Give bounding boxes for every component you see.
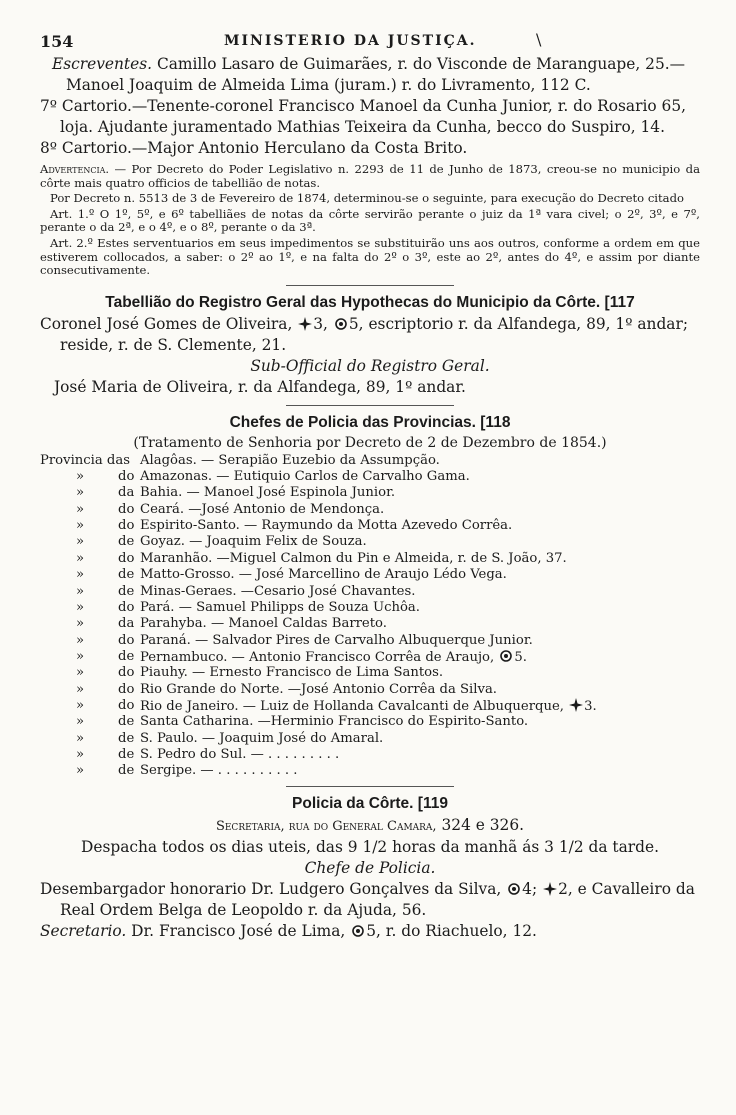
province-text: Rio Grande do Norte. —José Antonio Corrêa da Silva. xyxy=(140,681,497,697)
advertencia-p4: Art. 2.º Estes serventuarios em seus impedimentos se substituirão uns aos outros, conforme a ordem em que estiverem collocados, a saber: o 2º ao 1º, e na falta do 2º o 3º, este ao 2º, antes do 4º, e assim por diante consecutivamente. xyxy=(40,235,700,278)
province-entry xyxy=(140,518,512,534)
policia-hours: Despacha todos os dias uteis, das 9 1/2 horas da manhã ás 3 1/2 da tarde. xyxy=(81,837,659,856)
running-title: MINISTERIO DA JUSTIÇA. xyxy=(224,33,477,49)
province-preposition: do xyxy=(118,469,135,485)
ditto-mark: » xyxy=(76,714,85,730)
provinces-list xyxy=(40,453,700,780)
advertencia-label: Advertencia. xyxy=(40,162,110,176)
rose-icon xyxy=(334,317,348,331)
province-text: Sergipe. — . . . . . . . . . . xyxy=(140,763,298,779)
ditto-mark: » xyxy=(76,469,85,485)
header-mark: \ xyxy=(536,30,542,49)
policia-heading-text: Policia da Côrte. xyxy=(292,794,414,812)
ditto-mark: » xyxy=(76,746,85,762)
province-entry xyxy=(140,682,497,698)
province-entry xyxy=(140,534,367,550)
cartorio-8-entry xyxy=(40,138,700,159)
province-entry xyxy=(140,649,527,666)
sub-official-heading: Sub-Official do Registro Geral. xyxy=(250,356,490,375)
hypothecas-number: [117 xyxy=(604,293,635,311)
ditto-mark: » xyxy=(76,632,85,648)
province-text: Parahyba. — Manoel Caldas Barreto. xyxy=(140,616,387,632)
secretario-name: Dr. Francisco José de Lima, xyxy=(131,921,346,940)
province-preposition: do xyxy=(118,665,135,681)
province-text: Piauhy. — Ernesto Francisco de Lima Santos. xyxy=(140,665,444,681)
province-preposition: de xyxy=(118,583,135,599)
cartorio-8-text: —Major Antonio Herculano da Costa Brito. xyxy=(131,139,468,157)
province-preposition: da xyxy=(118,485,135,501)
province-preposition: do xyxy=(118,599,135,615)
province-preposition: do xyxy=(118,501,135,517)
chefes-heading-text: Chefes de Policia das Provincias. xyxy=(229,413,476,431)
province-suffix: 5. xyxy=(514,649,527,665)
province-entry xyxy=(140,584,415,600)
cross-icon xyxy=(298,317,312,331)
province-row xyxy=(40,616,700,632)
page-number: 154 xyxy=(40,32,74,51)
province-row xyxy=(40,534,700,550)
policia-address xyxy=(40,815,700,837)
divider xyxy=(286,405,454,406)
province-preposition: de xyxy=(118,648,135,664)
hypothecas-entry-name: Coronel José Gomes de Oliveira, xyxy=(40,314,293,333)
province-entry xyxy=(140,747,339,763)
province-text: Espirito-Santo. — Raymundo da Motta Azevedo Corrêa. xyxy=(140,518,513,534)
province-suffix: 3. xyxy=(584,698,597,714)
divider xyxy=(286,285,454,286)
escreventes-label: Escreventes. xyxy=(52,55,153,73)
province-entry xyxy=(140,763,297,779)
province-prefix: Provincia das xyxy=(40,452,131,468)
ditto-mark: » xyxy=(76,697,85,713)
province-entry xyxy=(140,551,567,567)
chefe-heading: Chefe de Policia. xyxy=(304,858,436,877)
hypothecas-entry-n1: 3, xyxy=(313,314,328,333)
province-preposition: do xyxy=(118,697,135,713)
hypothecas-entry-n2: 5, xyxy=(348,314,364,333)
page-header xyxy=(40,30,700,54)
province-text: Alagôas. — Serapião Euzebio da Assumpção. xyxy=(140,452,440,468)
province-text: Bahia. — Manoel José Espinola Junior. xyxy=(140,485,396,501)
province-preposition: de xyxy=(118,714,135,730)
province-entry xyxy=(140,731,383,747)
divider xyxy=(286,786,454,787)
province-row xyxy=(40,453,700,469)
ditto-mark: » xyxy=(76,518,85,534)
province-text: Goyaz. — Joaquim Felix de Souza. xyxy=(140,534,367,550)
advertencia-p3: Art. 1.º O 1º, 5º, e 6º tabelliães de notas da côrte servirão perante o juiz da 1ª vara civel; o 2º, 3º, e 7º, perante o da 2ª, e o 4º, e o 8º, perante o da 3ª. xyxy=(40,206,700,235)
province-preposition: do xyxy=(118,632,135,648)
province-row xyxy=(40,747,700,763)
province-text: Maranhão. —Miguel Calmon du Pin e Almeida, r. de S. João, 37. xyxy=(140,550,567,566)
province-text: Ceará. —José Antonio de Mendonça. xyxy=(140,501,385,517)
chefe-n2: 2, e Cavalleiro da Real Ordem Belga de Leopoldo r. da Ajuda, 56. xyxy=(60,879,695,919)
province-row xyxy=(40,551,700,567)
province-row xyxy=(40,518,700,534)
province-entry xyxy=(140,453,440,469)
ditto-mark: » xyxy=(76,599,85,615)
province-preposition: de xyxy=(118,534,135,550)
province-row xyxy=(40,649,700,665)
province-entry xyxy=(140,469,470,485)
province-entry xyxy=(140,600,420,616)
province-row xyxy=(40,600,700,616)
ditto-mark: » xyxy=(76,550,85,566)
rose-icon xyxy=(507,882,521,896)
hypothecas-heading-text: Tabellião do Registro Geral das Hypothecas do Municipio da Côrte. xyxy=(105,293,601,311)
province-preposition: de xyxy=(118,763,135,779)
document-page xyxy=(40,30,700,942)
rose-icon xyxy=(351,924,365,938)
province-text: Paraná. — Salvador Pires de Carvalho Albuquerque Junior. xyxy=(140,632,533,648)
advertencia-text-1: — Por Decreto do Poder Legislativo n. 2293 de 11 de Junho de 1873, creou-se no municipio da côrte mais quatro officios de tabellião de notas. xyxy=(40,162,700,190)
province-text: Pará. — Samuel Philipps de Souza Uchôa. xyxy=(140,599,420,615)
hypothecas-entry-address: escriptorio r. da Alfandega, 89, 1º andar; reside, r. de S. Clemente, 21. xyxy=(60,314,689,354)
cross-icon xyxy=(543,882,557,896)
secretario-label: Secretario. xyxy=(40,921,127,940)
province-entry xyxy=(140,616,387,632)
ditto-mark: » xyxy=(76,501,85,517)
secretario-entry xyxy=(40,921,700,942)
province-text: Minas-Geraes. —Cesario José Chavantes. xyxy=(140,583,416,599)
chefe-n1: 4; xyxy=(522,879,538,898)
province-text: S. Paulo. — Joaquim José do Amaral. xyxy=(140,730,384,746)
escreventes-text: Camillo Lasaro de Guimarães, r. do Visconde de Maranguape, 25.—Manoel Joaquim de Almeida Lima (juram.) r. do Livramento, 112 C. xyxy=(66,55,686,94)
ditto-mark: » xyxy=(76,730,85,746)
secretario-address: 5, r. do Riachuelo, 12. xyxy=(366,921,537,940)
ditto-mark: » xyxy=(76,648,85,664)
province-entry xyxy=(140,633,533,649)
escreventes-entry xyxy=(40,54,700,96)
cartorio-7-label: 7º Cartorio. xyxy=(40,97,132,115)
chefe-entry xyxy=(40,879,700,921)
rose-icon xyxy=(499,649,513,663)
province-row xyxy=(40,763,700,779)
chefe-name: Desembargador honorario Dr. Ludgero Gonçalves da Silva, xyxy=(40,879,502,898)
policia-address-numbers: 324 e 326. xyxy=(441,815,525,834)
cartorio-8-label: 8º Cartorio. xyxy=(40,139,132,157)
chefes-subtitle: (Tratamento de Senhoria por Decreto de 2 de Dezembro de 1854.) xyxy=(133,434,607,451)
ditto-mark: » xyxy=(76,763,85,779)
province-text: Rio de Janeiro. — Luiz de Hollanda Cavalcanti de Albuquerque, xyxy=(140,698,564,714)
advertencia-p2: Por Decreto n. 5513 de 3 de Fevereiro de 1874, determinou-se o seguinte, para execução do Decreto citado xyxy=(50,191,684,206)
province-row xyxy=(40,469,700,485)
cartorio-7-text: —Tenente-coronel Francisco Manoel da Cunha Junior, r. do Rosario 65, loja. Ajudante juramentado Mathias Teixeira da Cunha, becco do Suspiro, 14. xyxy=(60,97,687,136)
policia-heading xyxy=(40,793,700,815)
province-preposition: da xyxy=(118,616,135,632)
province-text: Amazonas. — Eutiquio Carlos de Carvalho Gama. xyxy=(140,469,470,485)
province-row xyxy=(40,698,700,714)
chefes-heading xyxy=(40,412,700,434)
province-row xyxy=(40,731,700,747)
hypothecas-entry xyxy=(40,314,700,356)
policia-address-label: Secretaria, rua do General Camara, xyxy=(215,818,437,834)
ditto-mark: » xyxy=(76,616,85,632)
province-preposition: do xyxy=(118,681,135,697)
province-text: Santa Catharina. —Herminio Francisco do Espirito-Santo. xyxy=(140,714,529,730)
province-text: Pernambuco. — Antonio Francisco Corrêa de Araujo, xyxy=(140,649,495,665)
province-row xyxy=(40,567,700,583)
province-row xyxy=(40,502,700,518)
province-preposition: de xyxy=(118,567,135,583)
province-row xyxy=(40,682,700,698)
province-row xyxy=(40,485,700,501)
province-row xyxy=(40,633,700,649)
cartorio-7-entry xyxy=(40,96,700,138)
province-entry xyxy=(140,502,384,518)
province-entry xyxy=(140,485,395,501)
province-entry xyxy=(140,698,597,715)
province-preposition: de xyxy=(118,730,135,746)
province-entry xyxy=(140,567,507,583)
province-entry xyxy=(140,665,443,681)
province-preposition: do xyxy=(118,550,135,566)
ditto-mark: » xyxy=(76,485,85,501)
province-row xyxy=(40,665,700,681)
policia-number: [119 xyxy=(417,794,448,812)
sub-official-entry: José Maria de Oliveira, r. da Alfandega, 89, 1º andar. xyxy=(54,377,466,396)
province-row xyxy=(40,714,700,730)
province-preposition: de xyxy=(118,746,135,762)
chefes-number: [118 xyxy=(480,413,511,431)
ditto-mark: » xyxy=(76,681,85,697)
advertencia-p1 xyxy=(40,163,700,190)
province-row xyxy=(40,584,700,600)
province-text: S. Pedro do Sul. — . . . . . . . . . xyxy=(140,746,340,762)
hypothecas-heading xyxy=(40,292,700,314)
ditto-mark: » xyxy=(76,534,85,550)
cross-icon xyxy=(569,698,583,712)
province-text: Matto-Grosso. — José Marcellino de Araujo Lédo Vega. xyxy=(140,567,507,583)
province-entry xyxy=(140,714,528,730)
ditto-mark: » xyxy=(76,567,85,583)
ditto-mark: » xyxy=(76,583,85,599)
province-preposition: do xyxy=(118,518,135,534)
ditto-mark: » xyxy=(76,665,85,681)
